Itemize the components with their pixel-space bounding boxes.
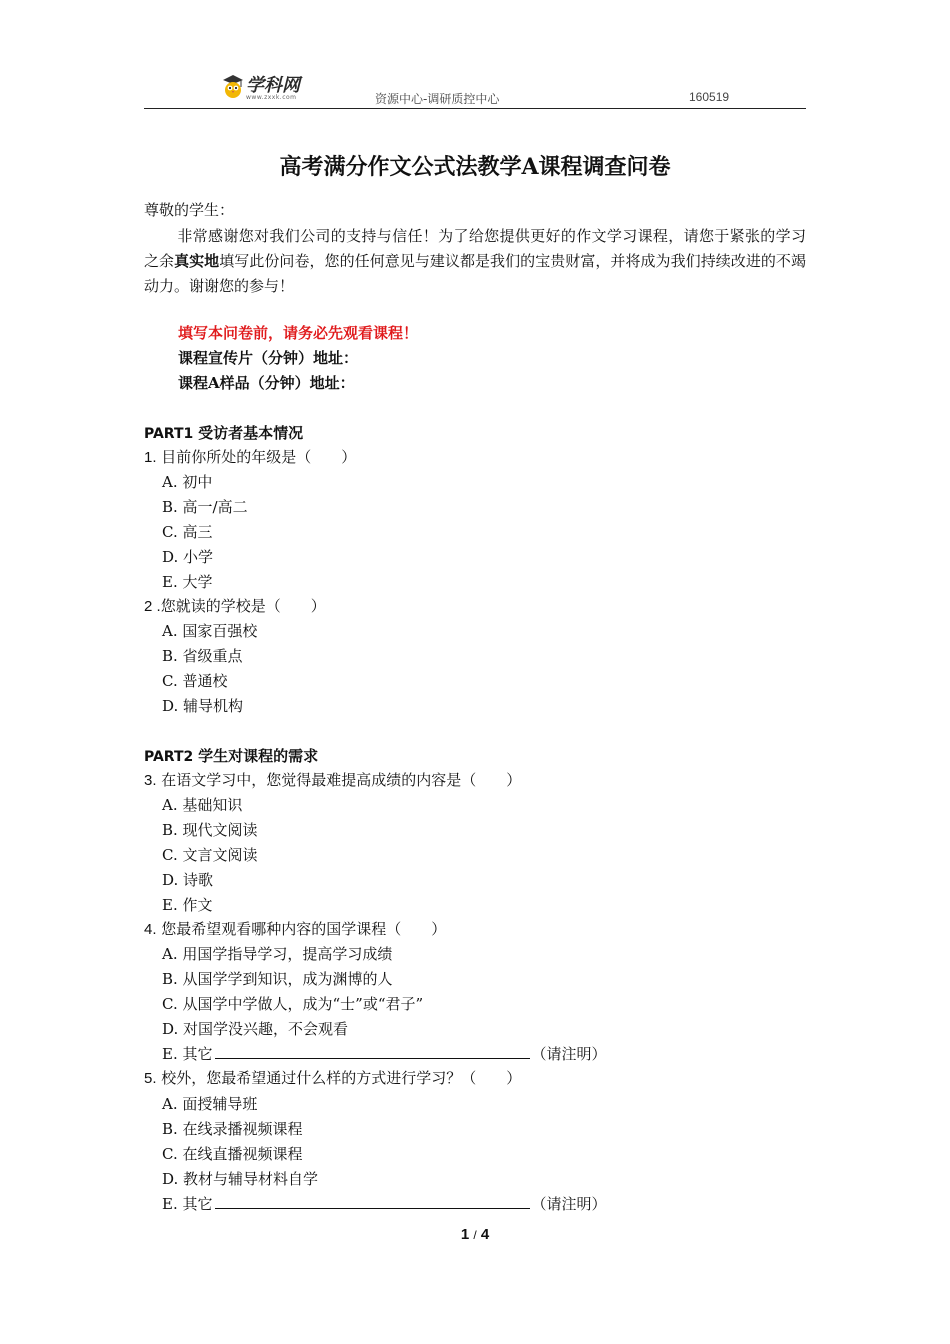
q1-option-c[interactable]: C. 高三 [162,523,213,541]
q4-option-c[interactable]: C. 从国学中学做人，成为“士”或“君子” [162,995,424,1013]
q5-option-e[interactable]: E. 其它 （请注明） [162,1195,607,1213]
q4-option-d[interactable]: D. 对国学没兴趣，不会观看 [162,1020,349,1038]
q3-option-e[interactable]: E. 作文 [162,896,213,914]
q3-option-a[interactable]: A. 基础知识 [162,796,243,814]
q5-option-d[interactable]: D. 教材与辅导材料自学 [162,1170,319,1188]
question-1: 1. 目前你所处的年级是（ ） [144,448,357,466]
header-center-text: 资源中心-调研质控中心 [375,92,500,106]
q1-option-d[interactable]: D. 小学 [162,548,214,566]
sample-link-label: 课程A样品（分钟）地址： [178,374,355,392]
intro-before: 非常感谢您对我们公司的支持与信任！为了给您提供更好的作文学习课程，请您于紧张的学习之余 [144,227,806,270]
page-header [144,66,806,109]
page-title: 高考满分作文公式法教学A课程调查问卷 [279,154,671,180]
q3-option-b[interactable]: B. 现代文阅读 [162,821,258,839]
graduate-owl-icon [222,72,244,102]
part2-heading: PART2 学生对课程的需求 [144,747,319,765]
q5-option-c[interactable]: C. 在线直播视频课程 [162,1145,303,1163]
logo-text: 学科网 [246,75,300,96]
intro-emphasis: 真实地 [174,252,220,270]
q4-option-e[interactable]: E. 其它 （请注明） [162,1045,607,1063]
logo-url: www.zxxk.com [246,94,297,101]
q2-option-a[interactable]: A. 国家百强校 [162,622,258,640]
header-code: 160519 [689,90,730,104]
q2-option-d[interactable]: D. 辅导机构 [162,697,244,715]
q2-option-c[interactable]: C. 普通校 [162,672,228,690]
intro-paragraph [144,224,806,299]
q1-option-a[interactable]: A. 初中 [162,473,213,491]
q3-option-d[interactable]: D. 诗歌 [162,871,214,889]
question-4: 4. 您最希望观看哪种内容的国学课程（ ） [144,920,447,938]
notice: 填写本问卷前，请务必先观看课程！ [178,324,419,342]
q2-option-b[interactable]: B. 省级重点 [162,647,243,665]
greeting: 尊敬的学生： [144,201,235,219]
q1-option-b[interactable]: B. 高一/高二 [162,498,248,516]
promo-link-label: 课程宣传片（分钟）地址： [178,349,359,367]
question-2: 2 .您就读的学校是（ ） [144,597,326,615]
q5-option-b[interactable]: B. 在线录播视频课程 [162,1120,303,1138]
q3-option-c[interactable]: C. 文言文阅读 [162,846,258,864]
q4-other-blank[interactable] [215,1044,530,1059]
intro-after: 填写此份问卷，您的任何意见与建议都是我们的宝贵财富，并将成为我们持续改进的不竭动力。谢谢您的参与！ [144,252,806,295]
page-number: 1 / 4 [460,1226,490,1243]
logo [222,72,312,106]
q5-option-a[interactable]: A. 面授辅导班 [162,1095,258,1113]
question-3: 3. 在语文学习中，您觉得最难提高成绩的内容是（ ） [144,771,522,789]
q1-option-e[interactable]: E. 大学 [162,573,213,591]
q4-option-b[interactable]: B. 从国学学到知识，成为渊博的人 [162,970,393,988]
q5-other-blank[interactable] [215,1194,530,1209]
part1-heading: PART1 受访者基本情况 [144,424,304,442]
question-5: 5. 校外，您最希望通过什么样的方式进行学习？（ ） [144,1069,522,1087]
q4-option-a[interactable]: A. 用国学指导学习，提高学习成绩 [162,945,393,963]
